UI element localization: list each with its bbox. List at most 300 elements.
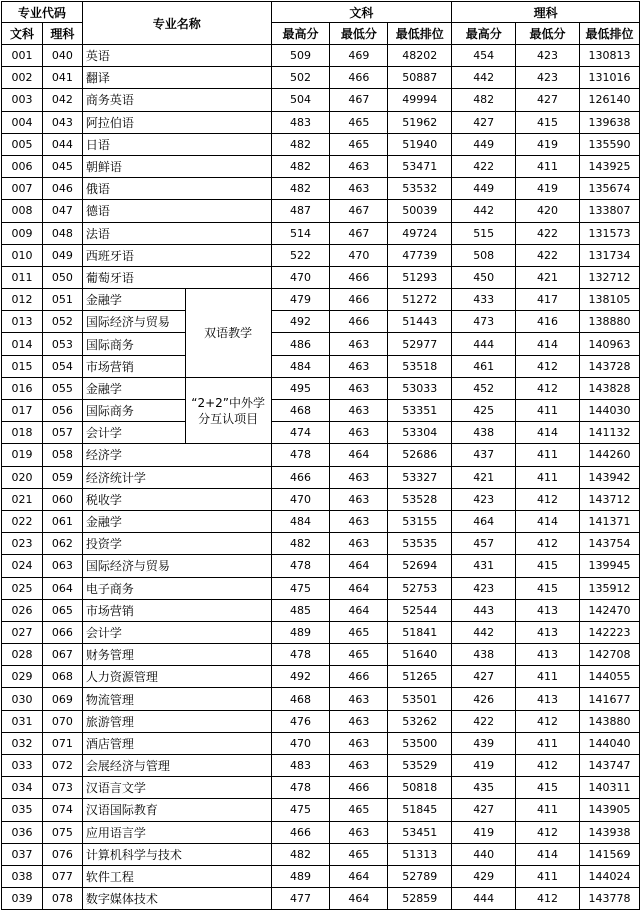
cell-code-wen: 024 <box>2 555 43 577</box>
header-major-code: 专业代码 <box>2 2 83 23</box>
cell-li-min: 420 <box>516 200 580 222</box>
cell-li-rank: 143828 <box>579 377 639 399</box>
cell-code-wen: 006 <box>2 155 43 177</box>
cell-code-wen: 038 <box>2 865 43 887</box>
cell-li-max: 438 <box>452 644 516 666</box>
header-code-like: 理科 <box>42 23 82 45</box>
cell-wen-max: 482 <box>271 533 330 555</box>
table-row <box>2 289 640 311</box>
cell-code-wen: 031 <box>2 710 43 732</box>
cell-li-rank: 133807 <box>579 200 639 222</box>
cell-wen-rank: 53471 <box>388 155 452 177</box>
cell-li-rank: 131573 <box>579 222 639 244</box>
cell-code-wen: 003 <box>2 89 43 111</box>
table-row <box>2 422 640 444</box>
cell-wen-rank: 52977 <box>388 333 452 355</box>
cell-li-max: 419 <box>452 755 516 777</box>
cell-wen-rank: 50887 <box>388 67 452 89</box>
table-row <box>2 799 640 821</box>
cell-li-min: 415 <box>516 111 580 133</box>
cell-wen-max: 470 <box>271 488 330 510</box>
cell-wen-rank: 51313 <box>388 843 452 865</box>
cell-wen-min: 465 <box>330 843 388 865</box>
cell-code-li: 041 <box>42 67 82 89</box>
cell-wen-max: 470 <box>271 732 330 754</box>
cell-name: 金融学 <box>82 377 185 399</box>
cell-name: 计算机科学与技术 <box>82 843 271 865</box>
cell-name: 旅游管理 <box>82 710 271 732</box>
cell-wen-max: 477 <box>271 888 330 910</box>
cell-code-li: 062 <box>42 533 82 555</box>
cell-wen-rank: 53529 <box>388 755 452 777</box>
cell-li-max: 442 <box>452 200 516 222</box>
cell-li-rank: 141569 <box>579 843 639 865</box>
cell-name: 经济统计学 <box>82 466 271 488</box>
cell-wen-max: 478 <box>271 644 330 666</box>
cell-wen-max: 483 <box>271 111 330 133</box>
cell-li-min: 411 <box>516 155 580 177</box>
cell-wen-max: 468 <box>271 688 330 710</box>
cell-wen-min: 466 <box>330 266 388 288</box>
cell-li-min: 416 <box>516 311 580 333</box>
cell-li-max: 427 <box>452 799 516 821</box>
cell-wen-rank: 53262 <box>388 710 452 732</box>
cell-li-rank: 132712 <box>579 266 639 288</box>
cell-wen-max: 470 <box>271 266 330 288</box>
cell-code-wen: 010 <box>2 244 43 266</box>
cell-wen-min: 464 <box>330 577 388 599</box>
cell-li-max: 425 <box>452 400 516 422</box>
table-row <box>2 621 640 643</box>
cell-code-wen: 028 <box>2 644 43 666</box>
cell-wen-rank: 49994 <box>388 89 452 111</box>
cell-name: 市场营销 <box>82 599 271 621</box>
cell-li-max: 440 <box>452 843 516 865</box>
cell-li-rank: 142470 <box>579 599 639 621</box>
cell-code-li: 059 <box>42 466 82 488</box>
cell-code-li: 043 <box>42 111 82 133</box>
cell-wen-max: 482 <box>271 178 330 200</box>
cell-li-max: 422 <box>452 710 516 732</box>
cell-li-min: 415 <box>516 577 580 599</box>
cell-li-max: 427 <box>452 666 516 688</box>
table-row <box>2 555 640 577</box>
cell-li-rank: 142223 <box>579 621 639 643</box>
cell-wen-max: 466 <box>271 466 330 488</box>
cell-li-min: 413 <box>516 621 580 643</box>
cell-code-li: 069 <box>42 688 82 710</box>
cell-name: 投资学 <box>82 533 271 555</box>
cell-code-li: 075 <box>42 821 82 843</box>
table-row <box>2 222 640 244</box>
cell-code-li: 042 <box>42 89 82 111</box>
cell-name: 汉语国际教育 <box>82 799 271 821</box>
cell-name: 会展经济与管理 <box>82 755 271 777</box>
cell-wen-rank: 51841 <box>388 621 452 643</box>
cell-code-li: 063 <box>42 555 82 577</box>
cell-name: 国际经济与贸易 <box>82 555 271 577</box>
cell-wen-min: 464 <box>330 599 388 621</box>
cell-wen-rank: 51293 <box>388 266 452 288</box>
cell-li-max: 444 <box>452 888 516 910</box>
cell-li-min: 411 <box>516 400 580 422</box>
cell-wen-max: 475 <box>271 799 330 821</box>
cell-li-rank: 138105 <box>579 289 639 311</box>
cell-wen-min: 463 <box>330 178 388 200</box>
cell-wen-max: 489 <box>271 621 330 643</box>
cell-li-min: 413 <box>516 644 580 666</box>
cell-code-li: 066 <box>42 621 82 643</box>
table-row <box>2 244 640 266</box>
cell-wen-min: 467 <box>330 89 388 111</box>
cell-wen-min: 463 <box>330 710 388 732</box>
cell-li-rank: 144030 <box>579 400 639 422</box>
cell-name: 德语 <box>82 200 271 222</box>
cell-wen-min: 466 <box>330 666 388 688</box>
cell-li-rank: 140311 <box>579 777 639 799</box>
table-row <box>2 644 640 666</box>
cell-code-wen: 009 <box>2 222 43 244</box>
cell-li-max: 422 <box>452 155 516 177</box>
table-row <box>2 311 640 333</box>
cell-name: 俄语 <box>82 178 271 200</box>
cell-li-max: 482 <box>452 89 516 111</box>
cell-wen-max: 492 <box>271 311 330 333</box>
cell-code-li: 040 <box>42 45 82 67</box>
cell-name: 朝鲜语 <box>82 155 271 177</box>
cell-name: 会计学 <box>82 621 271 643</box>
cell-li-min: 413 <box>516 688 580 710</box>
cell-li-rank: 140963 <box>579 333 639 355</box>
cell-li-min: 411 <box>516 732 580 754</box>
cell-li-rank: 139638 <box>579 111 639 133</box>
cell-code-wen: 001 <box>2 45 43 67</box>
cell-li-min: 411 <box>516 666 580 688</box>
cell-li-min: 412 <box>516 888 580 910</box>
cell-wen-rank: 49724 <box>388 222 452 244</box>
cell-li-max: 443 <box>452 599 516 621</box>
cell-wen-min: 465 <box>330 111 388 133</box>
cell-wen-max: 478 <box>271 444 330 466</box>
cell-li-rank: 139945 <box>579 555 639 577</box>
header-li-min: 最低分 <box>516 23 580 45</box>
table-row <box>2 510 640 532</box>
table-row <box>2 111 640 133</box>
cell-name: 财务管理 <box>82 644 271 666</box>
cell-li-min: 412 <box>516 355 580 377</box>
cell-code-li: 076 <box>42 843 82 865</box>
table-row <box>2 67 640 89</box>
cell-li-rank: 144024 <box>579 865 639 887</box>
cell-wen-min: 464 <box>330 888 388 910</box>
cell-wen-min: 464 <box>330 865 388 887</box>
cell-wen-min: 463 <box>330 688 388 710</box>
cell-wen-max: 484 <box>271 510 330 532</box>
cell-wen-rank: 52694 <box>388 555 452 577</box>
cell-code-li: 047 <box>42 200 82 222</box>
cell-li-min: 412 <box>516 533 580 555</box>
cell-li-max: 431 <box>452 555 516 577</box>
cell-li-max: 442 <box>452 67 516 89</box>
cell-wen-max: 484 <box>271 355 330 377</box>
cell-wen-rank: 47739 <box>388 244 452 266</box>
cell-name: 经济学 <box>82 444 271 466</box>
table-row <box>2 444 640 466</box>
table-row <box>2 377 640 399</box>
cell-wen-min: 463 <box>330 510 388 532</box>
cell-wen-max: 478 <box>271 777 330 799</box>
cell-name: 物流管理 <box>82 688 271 710</box>
cell-li-min: 414 <box>516 843 580 865</box>
cell-wen-min: 465 <box>330 133 388 155</box>
cell-li-max: 450 <box>452 266 516 288</box>
cell-li-min: 415 <box>516 555 580 577</box>
cell-li-rank: 143747 <box>579 755 639 777</box>
cell-li-max: 426 <box>452 688 516 710</box>
cell-li-min: 412 <box>516 755 580 777</box>
cell-name: 阿拉伯语 <box>82 111 271 133</box>
cell-wen-min: 466 <box>330 289 388 311</box>
cell-li-min: 419 <box>516 133 580 155</box>
cell-code-wen: 033 <box>2 755 43 777</box>
table-body <box>2 45 640 910</box>
cell-code-li: 064 <box>42 577 82 599</box>
cell-li-rank: 143712 <box>579 488 639 510</box>
cell-code-wen: 018 <box>2 422 43 444</box>
table-row <box>2 178 640 200</box>
cell-code-li: 077 <box>42 865 82 887</box>
cell-wen-rank: 52859 <box>388 888 452 910</box>
header-wen-min: 最低分 <box>330 23 388 45</box>
cell-code-wen: 032 <box>2 732 43 754</box>
cell-name: 英语 <box>82 45 271 67</box>
cell-li-min: 414 <box>516 333 580 355</box>
cell-code-wen: 017 <box>2 400 43 422</box>
cell-li-max: 423 <box>452 488 516 510</box>
table-row <box>2 155 640 177</box>
table-row <box>2 843 640 865</box>
cell-wen-rank: 53518 <box>388 355 452 377</box>
cell-name: 酒店管理 <box>82 732 271 754</box>
cell-wen-rank: 51443 <box>388 311 452 333</box>
cell-code-wen: 014 <box>2 333 43 355</box>
cell-li-rank: 143938 <box>579 821 639 843</box>
cell-li-min: 415 <box>516 777 580 799</box>
cell-code-wen: 021 <box>2 488 43 510</box>
cell-code-li: 060 <box>42 488 82 510</box>
cell-li-rank: 141371 <box>579 510 639 532</box>
table-row <box>2 200 640 222</box>
cell-wen-min: 463 <box>330 466 388 488</box>
cell-wen-max: 474 <box>271 422 330 444</box>
cell-wen-max: 486 <box>271 333 330 355</box>
admission-score-table <box>1 1 640 910</box>
cell-li-min: 423 <box>516 67 580 89</box>
cell-code-li: 067 <box>42 644 82 666</box>
cell-wen-rank: 50818 <box>388 777 452 799</box>
cell-code-wen: 012 <box>2 289 43 311</box>
cell-code-wen: 005 <box>2 133 43 155</box>
cell-name: 电子商务 <box>82 577 271 599</box>
cell-code-li: 051 <box>42 289 82 311</box>
cell-wen-min: 466 <box>330 67 388 89</box>
cell-code-li: 055 <box>42 377 82 399</box>
table-row <box>2 89 640 111</box>
cell-wen-min: 466 <box>330 311 388 333</box>
cell-wen-min: 463 <box>330 333 388 355</box>
cell-code-wen: 035 <box>2 799 43 821</box>
cell-wen-min: 465 <box>330 799 388 821</box>
cell-name: 汉语言文学 <box>82 777 271 799</box>
header-wen-rank: 最低排位 <box>388 23 452 45</box>
cell-code-wen: 007 <box>2 178 43 200</box>
cell-wen-rank: 51940 <box>388 133 452 155</box>
cell-li-rank: 126140 <box>579 89 639 111</box>
cell-wen-max: 502 <box>271 67 330 89</box>
cell-wen-min: 469 <box>330 45 388 67</box>
cell-li-max: 419 <box>452 821 516 843</box>
cell-wen-rank: 53532 <box>388 178 452 200</box>
cell-wen-rank: 51845 <box>388 799 452 821</box>
cell-wen-min: 465 <box>330 644 388 666</box>
cell-li-max: 508 <box>452 244 516 266</box>
cell-code-li: 053 <box>42 333 82 355</box>
cell-wen-min: 467 <box>330 222 388 244</box>
cell-li-min: 422 <box>516 244 580 266</box>
table-row <box>2 666 640 688</box>
table-row <box>2 577 640 599</box>
cell-code-li: 044 <box>42 133 82 155</box>
table-row <box>2 755 640 777</box>
cell-wen-max: 522 <box>271 244 330 266</box>
cell-code-li: 065 <box>42 599 82 621</box>
table-row <box>2 266 640 288</box>
table-row <box>2 599 640 621</box>
cell-code-wen: 004 <box>2 111 43 133</box>
cell-li-max: 452 <box>452 377 516 399</box>
cell-li-min: 411 <box>516 444 580 466</box>
cell-wen-rank: 52544 <box>388 599 452 621</box>
header-code-wenke: 文科 <box>2 23 43 45</box>
cell-li-min: 413 <box>516 599 580 621</box>
cell-wen-rank: 51272 <box>388 289 452 311</box>
cell-li-max: 439 <box>452 732 516 754</box>
header-wenke: 文科 <box>271 2 452 23</box>
cell-wen-rank: 53155 <box>388 510 452 532</box>
cell-wen-max: 495 <box>271 377 330 399</box>
cell-code-li: 049 <box>42 244 82 266</box>
cell-code-wen: 029 <box>2 666 43 688</box>
cell-wen-min: 463 <box>330 355 388 377</box>
note-2plus2-program: “2+2”中外学分互认项目 <box>185 377 271 444</box>
cell-code-wen: 025 <box>2 577 43 599</box>
cell-code-li: 072 <box>42 755 82 777</box>
cell-wen-min: 463 <box>330 533 388 555</box>
cell-li-max: 449 <box>452 178 516 200</box>
cell-li-rank: 143728 <box>579 355 639 377</box>
cell-wen-max: 487 <box>271 200 330 222</box>
cell-wen-min: 463 <box>330 400 388 422</box>
cell-wen-max: 468 <box>271 400 330 422</box>
cell-name: 会计学 <box>82 422 185 444</box>
cell-name: 国际经济与贸易 <box>82 311 185 333</box>
cell-wen-max: 466 <box>271 821 330 843</box>
cell-li-rank: 138880 <box>579 311 639 333</box>
cell-code-li: 048 <box>42 222 82 244</box>
cell-li-max: 444 <box>452 333 516 355</box>
cell-code-li: 078 <box>42 888 82 910</box>
cell-code-li: 056 <box>42 400 82 422</box>
cell-li-min: 412 <box>516 377 580 399</box>
cell-li-min: 423 <box>516 45 580 67</box>
table-row <box>2 133 640 155</box>
cell-wen-min: 467 <box>330 200 388 222</box>
cell-code-li: 050 <box>42 266 82 288</box>
cell-li-rank: 144040 <box>579 732 639 754</box>
cell-li-max: 461 <box>452 355 516 377</box>
cell-li-min: 421 <box>516 266 580 288</box>
cell-name: 市场营销 <box>82 355 185 377</box>
cell-li-min: 414 <box>516 422 580 444</box>
cell-li-rank: 142708 <box>579 644 639 666</box>
cell-wen-max: 504 <box>271 89 330 111</box>
cell-li-min: 422 <box>516 222 580 244</box>
cell-li-min: 417 <box>516 289 580 311</box>
cell-name: 日语 <box>82 133 271 155</box>
cell-li-rank: 141132 <box>579 422 639 444</box>
cell-name: 葡萄牙语 <box>82 266 271 288</box>
cell-wen-max: 482 <box>271 843 330 865</box>
cell-wen-rank: 51640 <box>388 644 452 666</box>
cell-name: 人力资源管理 <box>82 666 271 688</box>
note-bilingual-teaching: 双语教学 <box>185 289 271 378</box>
cell-li-rank: 143925 <box>579 155 639 177</box>
table-row <box>2 488 640 510</box>
cell-li-rank: 135674 <box>579 178 639 200</box>
cell-wen-rank: 53501 <box>388 688 452 710</box>
cell-wen-max: 479 <box>271 289 330 311</box>
cell-wen-rank: 53351 <box>388 400 452 422</box>
table-row <box>2 732 640 754</box>
cell-name: 应用语言学 <box>82 821 271 843</box>
cell-wen-rank: 52686 <box>388 444 452 466</box>
cell-code-li: 058 <box>42 444 82 466</box>
cell-li-max: 427 <box>452 111 516 133</box>
cell-code-wen: 034 <box>2 777 43 799</box>
cell-wen-min: 465 <box>330 621 388 643</box>
cell-li-min: 411 <box>516 799 580 821</box>
cell-li-max: 423 <box>452 577 516 599</box>
cell-name: 商务英语 <box>82 89 271 111</box>
cell-code-wen: 015 <box>2 355 43 377</box>
cell-wen-rank: 53528 <box>388 488 452 510</box>
cell-wen-rank: 50039 <box>388 200 452 222</box>
cell-li-max: 437 <box>452 444 516 466</box>
cell-code-li: 070 <box>42 710 82 732</box>
table-row <box>2 888 640 910</box>
cell-code-wen: 011 <box>2 266 43 288</box>
cell-wen-rank: 53451 <box>388 821 452 843</box>
table-row <box>2 710 640 732</box>
cell-wen-min: 470 <box>330 244 388 266</box>
cell-wen-min: 466 <box>330 777 388 799</box>
cell-code-wen: 036 <box>2 821 43 843</box>
cell-li-max: 473 <box>452 311 516 333</box>
cell-li-min: 412 <box>516 710 580 732</box>
table-row <box>2 45 640 67</box>
cell-li-min: 412 <box>516 488 580 510</box>
cell-li-max: 442 <box>452 621 516 643</box>
